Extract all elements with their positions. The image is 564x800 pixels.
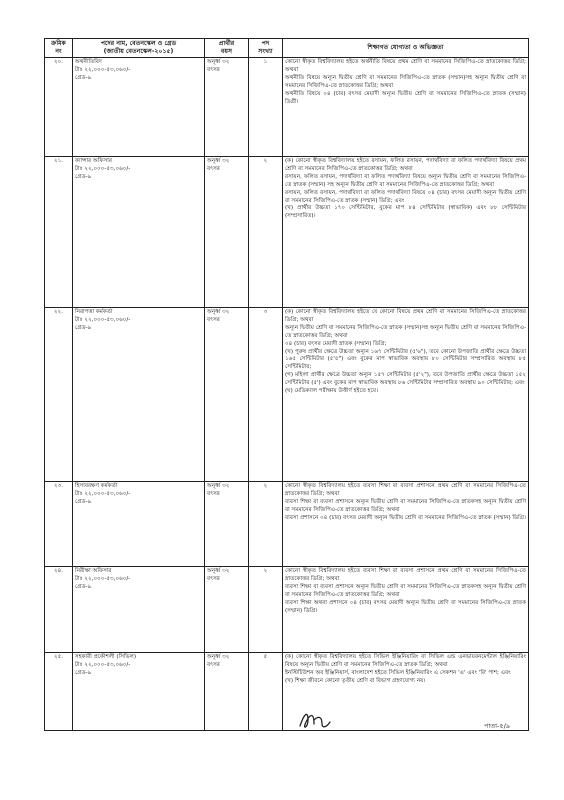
pay-scale: টাঃ ২২,০০০-৫৩,০৬০/-: [75, 165, 131, 172]
qualification-cell: (ক) কোনো স্বীকৃত বিশ্ববিদ্যালয় হইতে যে কোনো বিষয়ে প্রথম শ্রেণি বা সমমানের সিজিপিএ-তে স্নাতকোত্তর ডিগ্রি; অথবা অন্যূন দ্বিতীয় শ্রেণি বা সমমানের সিজিপিএ-তে স্নাতক (সম্মান)সহ অন্যূন দ্বিতীয় শ্রেণি বা সমমানের সিজিপিএ-তে স্নাতকোত্তর ডিগ্রি; অথবা ০৪ (চার) বৎসর মেয়াদী স্নাতক (সম্মান) ডিগ্রি; (খ) পুরুষ প্রার্থীর ক্ষেত্রে উচ্চতা অন্যূন ১৬৭ সেন্টিমিটার (৫'৬"), তবে কোনো উপজাতি প্রার্থীর ক্ষেত্রে উচ্চতা ১৬৫ সেন্টিমিটার (৫'৫") এবং বুকের মাপ স্বাভাবিক অবস্থায় ৮০ সেন্টিমিটার সম্প্রসারিত অবস্থায় ৮৫ সেন্টিমিটার; (গ) মহিলা প্রার্থীর ক্ষেত্রে উচ্চতা অন্যূন ১৫৭ সেন্টিমিটার (৫'২"), তবে উপজাতি প্রার্থীর ক্ষেত্রে উচ্চতা ১৫২ সেন্টিমিটার (৫') এবং বুকের মাপ স্বাভাবিক অবস্থায় ৮৬ সেন্টিমিটার সম্প্রসারিত অবস্থায় ৯০ সেন্টিমিটার; এবং (ঘ) মেডিক্যাল পরীক্ষায় উত্তীর্ণ হইতে হবে।: [283, 308, 529, 482]
post-cell: [73, 567, 205, 653]
qualification-cell: (ক) কোনো স্বীকৃত বিশ্ববিদ্যালয় হইতে সিভিল ইঞ্জিনিয়ারিং বা সিভিল এন্ড এনভায়রনমেন্টাল ইঞ্জিনিয়ারিং বিষয়ে অন্যূন দ্বিতীয় শ্রেণি বা সমমানের সিজিপিএ-তে স্নাতক ডিগ্রি; অথবা ইনস্টিটিউশন অব ইঞ্জিনিয়ার্স, বাংলাদেশ হইতে সিভিল ইঞ্জিনিয়ারিং এ সেকশন 'এ' এবং 'বি' পাশ; এবং (খ) শিক্ষা জীবনে কোনো তৃতীয় শ্রেণি বা বিভাগ গ্রহণযোগ্য নয়।: [283, 653, 529, 731]
table-row: [45, 308, 529, 482]
post-cell: [73, 157, 205, 308]
serial-cell: ২১.: [45, 157, 73, 308]
post-count-cell: ২: [249, 482, 283, 567]
post-count-cell: ১: [249, 58, 283, 157]
serial-cell: ২৩.: [45, 482, 73, 567]
recruitment-table: [44, 38, 529, 731]
header-qualification: শিক্ষাগত যোগ্যতা ও অভিজ্ঞতা: [283, 39, 529, 58]
post-count-cell: ২: [249, 567, 283, 653]
serial-cell: ২০.: [45, 58, 73, 157]
serial-cell: ২২.: [45, 308, 73, 482]
post-title: ক্যান্সার অফিসার: [75, 158, 112, 164]
post-cell: [73, 308, 205, 482]
qualification-cell: (ক) কোনো স্বীকৃত বিশ্ববিদ্যালয় হইতে রসায়ন, ফলিত রসায়ন, পদার্থবিদ্যা বা ফলিত পদার্থবিদ্যা বিষয়ে প্রথম শ্রেণি বা সমমানের সিজিপিএ-তে স্নাতকোত্তর ডিগ্রি; অথবা রসায়ন, ফলিত রসায়ন, পদার্থবিদ্যা বা ফলিত পদার্থবিদ্যা বিষয়ে অন্যূন দ্বিতীয় শ্রেণি বা সমমানের সিজিপিএ-তে স্নাতক (সম্মান) সহ অন্যূন দ্বিতীয় শ্রেণি বা সমমানের সিজিপিএ-তে স্নাতকোত্তর ডিগ্রি; অথবা রসায়ন, ফলিত রসায়ন, পদার্থবিদ্যা বা ফলিত পদার্থবিদ্যা বিষয়ে ০৪ (চার) বৎসর মেয়াদী অন্যূন দ্বিতীয় শ্রেণি বা সমমানের সিজিপিএ-তে স্নাতক (সম্মান) ডিগ্রি; এবং (খ) প্রার্থীর উচ্চতা ১৭০ সেন্টিমিটার, বুকের মাপ ৮৪ সেন্টিমিটার (স্বাভাবিক) এবং ৮৮ সেন্টিমিটার (সম্প্রসারিত)।: [283, 157, 529, 308]
grade: গ্রেড-৯: [75, 324, 92, 331]
age-cell: অনূর্ধ্ব ৩২ বৎসর: [205, 308, 249, 482]
serial-cell: ২৫.: [45, 653, 73, 731]
header-post: পদের নাম, বেতনস্কেল ও গ্রেড (জাতীয় বেতনস্কেল-২০১৫): [73, 39, 205, 58]
grade: গ্রেড-৯: [75, 74, 92, 81]
post-count-cell: ৫: [249, 653, 283, 731]
qualification-cell: কোনো স্বীকৃত বিশ্ববিদ্যালয় হইতে ব্যবসা শিক্ষা বা ব্যবসা প্রশাসনে প্রথম শ্রেণি বা সমমানের সিজিপিএ-তে স্নাতকোত্তর ডিগ্রি; অথবা ব্যবসা শিক্ষা বা ব্যবসা প্রশাসনে অন্যূন দ্বিতীয় শ্রেণি বা সমমানের সিজিপিএ-তে স্নাতকসহ অন্যূন দ্বিতীয় শ্রেণি বা সমমানের সিজিপিএ-তে স্নাতকোত্তর ডিগ্রি; অথবা ব্যবসা প্রশাসনে ০৪ (চার) বৎসর মেয়াদী অন্যূন দ্বিতীয় শ্রেণি বা সমমানের সিজিপিএ-তে স্নাতক (সম্মান) ডিগ্রি।: [283, 482, 529, 567]
grade: গ্রেড-৯: [75, 583, 92, 590]
post-title: হিসাবরক্ষণ কর্মকর্তা: [75, 483, 118, 489]
table-row: [45, 157, 529, 308]
post-title: অর্থনীতিবিদ: [75, 59, 102, 65]
pay-scale: টাঃ ২২,০০০-৫৩,০৬০/-: [75, 490, 131, 497]
age-cell: অনূর্ধ্ব ৩২ বৎসর: [205, 653, 249, 731]
post-title: নিরাপত্তা কর্মকর্তা: [75, 309, 113, 315]
table-row: [45, 58, 529, 157]
grade: গ্রেড-৯: [75, 498, 92, 505]
post-count-cell: ২: [249, 157, 283, 308]
table-row: [45, 482, 529, 567]
post-title: সহকারী প্রকৌশলী (সিভিল): [75, 654, 137, 660]
page-number: পাতা-৫/৯: [484, 722, 511, 730]
post-cell: [73, 482, 205, 567]
header-post-count: পদ সংখ্যা: [249, 39, 283, 58]
age-cell: অনূর্ধ্ব ৩২ বৎসর: [205, 157, 249, 308]
age-cell: অনূর্ধ্ব ৩২ বৎসর: [205, 58, 249, 157]
table-row: [45, 567, 529, 653]
grade: গ্রেড-৯: [75, 173, 92, 180]
post-cell: [73, 58, 205, 157]
qualification-cell: কোনো স্বীকৃত বিশ্ববিদ্যালয় হইতে ব্যবসা শিক্ষা বা ব্যবসা প্রশাসনে প্রথম শ্রেণি বা সমমানের সিজিপিএ-তে স্নাতকোত্তর ডিগ্রি; অথবা ব্যবসা শিক্ষা বা ব্যবসা প্রশাসনে অন্যূন দ্বিতীয় শ্রেণি বা সমমানের সিজিপিএ-তে স্নাতকসহ অন্যূন দ্বিতীয় শ্রেণি বা সমমানের সিজিপিএ-তে স্নাতকোত্তর ডিগ্রি; অথবা ব্যবসা শিক্ষা অথবা প্রশাসনে ০৪ (চার) বৎসর মেয়াদী অন্যূন দ্বিতীয় শ্রেণি বা সমমানের সিজিপিএ-তে স্নাতক (সম্মান) ডিগ্রি।: [283, 567, 529, 653]
grade: গ্রেড-৯: [75, 669, 92, 676]
pay-scale: টাঃ ২২,০০০-৫৩,০৬০/-: [75, 66, 131, 73]
age-cell: অনূর্ধ্ব ৩২ বৎসর: [205, 567, 249, 653]
header-age: প্রার্থীর বয়স: [205, 39, 249, 58]
serial-cell: ২৪.: [45, 567, 73, 653]
pay-scale: টাঃ ২২,০০০-৫৩,০৬০/-: [75, 575, 131, 582]
qualification-cell: কোনো স্বীকৃত বিশ্ববিদ্যালয় হইতে অর্থনীতি বিষয়ে প্রথম শ্রেণি বা সমমানের সিজিপিএ-তে স্নাতকোত্তর ডিগ্রি; অথবা অর্থনীতি বিষয়ে অন্যূন দ্বিতীয় শ্রেণি বা সমমানের সিজিপিএ-তে স্নাতক (সম্মান)সহ অন্যূন দ্বিতীয় শ্রেণি বা সমমানের সিজিপিএ-তে স্নাতকোত্তর ডিগ্রি; অথবা অর্থনীতি বিষয়ে ০৪ (চার) বৎসর মেয়াদী অন্যূন দ্বিতীয় শ্রেণি বা সমমানের সিজিপিএ-তে স্নাতক (সম্মান) ডিগ্রী।: [283, 58, 529, 157]
post-count-cell: ৩: [249, 308, 283, 482]
table-row: [45, 653, 529, 731]
table-header-row: [45, 39, 529, 58]
pay-scale: টাঃ ২২,০০০-৫৩,০৬০/-: [75, 661, 131, 668]
header-serial: ক্রমিক নং: [45, 39, 73, 58]
pay-scale: টাঃ ২২,০০০-৫৩,০৬০/-: [75, 316, 131, 323]
post-title: নিরীক্ষা অফিসার: [75, 568, 112, 574]
post-cell: [73, 653, 205, 731]
age-cell: অনূর্ধ্ব ৩২ বৎসর: [205, 482, 249, 567]
signature-mark: [296, 706, 336, 734]
